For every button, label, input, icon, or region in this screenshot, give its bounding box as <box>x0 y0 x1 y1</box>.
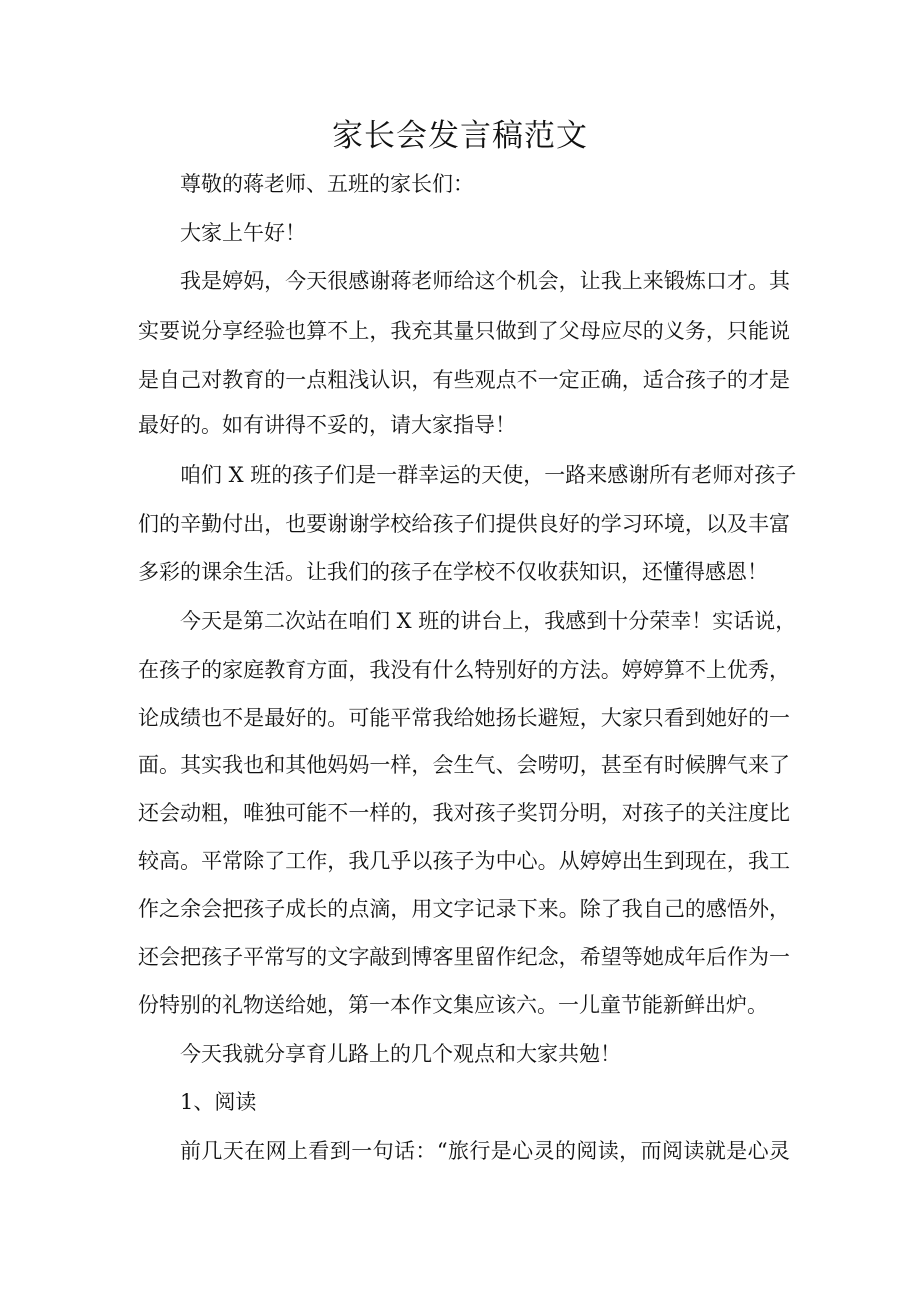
text-line: 前几天在网上看到一句话：“旅行是心灵的阅读，而阅读就是心灵 <box>180 1139 790 1163</box>
text-line: 面。其实我也和其他妈妈一样，会生气、会唠叨，甚至有时候脾气来了 <box>138 753 790 777</box>
text-line: 今天是第二次站在咱们 X 班的讲台上，我感到十分荣幸！实话说， <box>180 609 797 633</box>
text-line: 们的辛勤付出，也要谢谢学校给孩子们提供良好的学习环境，以及丰富 <box>138 512 790 536</box>
text-line: 作之余会把孩子成长的点滴，用文字记录下来。除了我自己的感悟外， <box>138 897 790 921</box>
text-line: 今天我就分享育儿路上的几个观点和大家共勉！ <box>180 1042 621 1066</box>
text-line: 咱们 X 班的孩子们是一群幸运的天使，一路来感谢所有老师对孩子 <box>180 463 797 487</box>
text-line: 多彩的课余生活。让我们的孩子在学校不仅收获知识，还懂得感恩！ <box>138 560 768 584</box>
text-line: 大家上午好！ <box>180 221 306 245</box>
document-title: 家长会发言稿范文 <box>332 118 588 154</box>
text-line: 较高。平常除了工作，我几乎以孩子为中心。从婷婷出生到现在，我工 <box>138 849 790 873</box>
text-line: 是自己对教育的一点粗浅认识，有些观点不一定正确，适合孩子的才是 <box>138 368 790 392</box>
section-heading: 1、阅读 <box>180 1090 257 1114</box>
text-line: 还会动粗，唯独可能不一样的，我对孩子奖罚分明，对孩子的关注度比 <box>138 801 790 825</box>
text-line: 论成绩也不是最好的。可能平常我给她扬长避短，大家只看到她好的一 <box>138 706 790 730</box>
text-line: 尊敬的蒋老师、五班的家长们： <box>180 172 474 196</box>
text-line: 在孩子的家庭教育方面，我没有什么特别好的方法。婷婷算不上优秀， <box>138 658 790 682</box>
text-line: 实要说分享经验也算不上，我充其量只做到了父母应尽的义务，只能说 <box>138 319 790 343</box>
text-line: 我是婷妈，今天很感谢蒋老师给这个机会，让我上来锻炼口才。其 <box>180 269 790 293</box>
text-line: 还会把孩子平常写的文字敲到博客里留作纪念，希望等她成年后作为一 <box>138 945 790 969</box>
text-line: 份特别的礼物送给她，第一本作文集应该六。一儿童节能新鲜出炉。 <box>138 993 768 1017</box>
text-line: 最好的。如有讲得不妥的，请大家指导！ <box>138 413 516 437</box>
